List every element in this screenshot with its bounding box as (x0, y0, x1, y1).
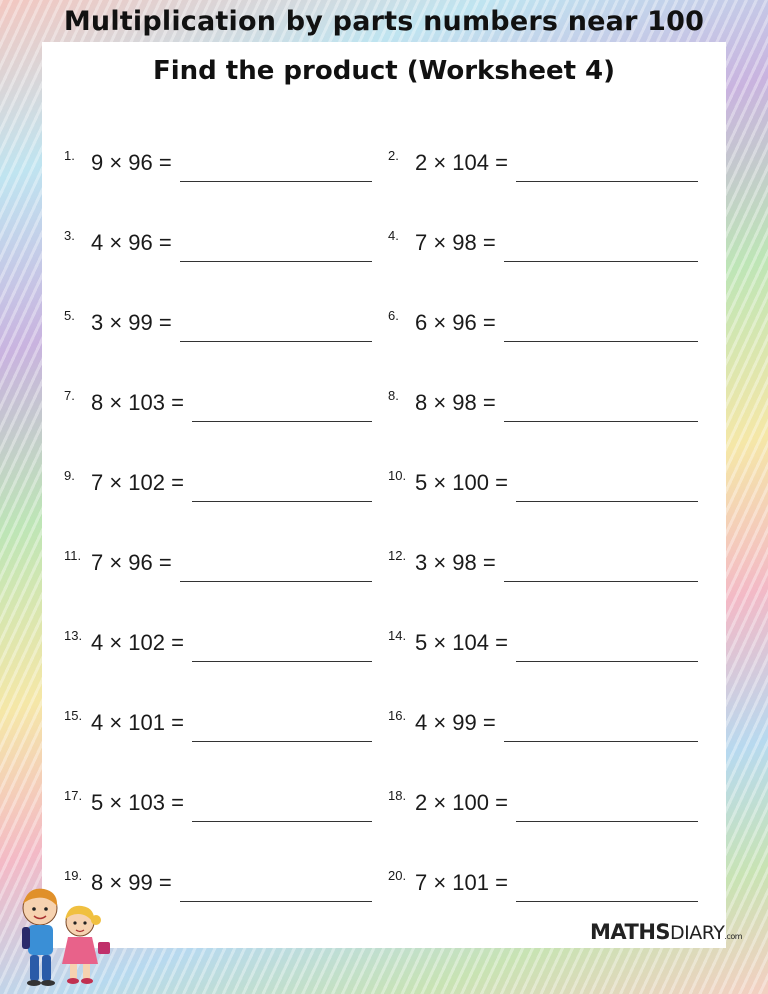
problem-20 (388, 862, 698, 902)
answer-line[interactable] (504, 711, 698, 742)
problem-number: 20. (388, 868, 407, 883)
problem-expression: 4 × 101 = (91, 710, 184, 735)
problem-5 (64, 302, 372, 342)
problem-expression: 8 × 99 = (91, 870, 172, 895)
problem-18 (388, 782, 698, 822)
problem-8 (388, 382, 698, 422)
problem-number: 16. (388, 708, 407, 723)
problem-11 (64, 542, 372, 582)
answer-line[interactable] (180, 151, 372, 182)
problem-3 (64, 222, 372, 262)
logo-light: DIARY (670, 922, 725, 944)
problem-expression: 7 × 96 = (91, 550, 172, 575)
problem-expression: 8 × 103 = (91, 390, 184, 415)
logo-main: MATHS (590, 920, 671, 944)
answer-line[interactable] (516, 791, 698, 822)
problem-17 (64, 782, 372, 822)
problem-number: 3. (64, 228, 75, 243)
problem-number: 8. (388, 388, 399, 403)
worksheet-title: Multiplication by parts numbers near 100 (63, 6, 705, 37)
problem-expression: 4 × 99 = (415, 710, 496, 735)
problem-expression: 8 × 98 = (415, 390, 496, 415)
kids-illustration (8, 880, 118, 990)
problem-1 (64, 142, 372, 182)
problem-expression: 7 × 102 = (91, 470, 184, 495)
answer-line[interactable] (516, 871, 698, 902)
problem-number: 5. (64, 308, 75, 323)
problem-expression: 9 × 96 = (91, 150, 172, 175)
answer-line[interactable] (180, 231, 372, 262)
problem-number: 19. (64, 868, 83, 883)
answer-line[interactable] (516, 471, 698, 502)
problem-number: 6. (388, 308, 399, 323)
answer-line[interactable] (192, 631, 372, 662)
answer-line[interactable] (504, 391, 698, 422)
answer-line[interactable] (516, 631, 698, 662)
problem-number: 11. (64, 548, 82, 563)
problem-6 (388, 302, 698, 342)
problem-number: 2. (388, 148, 399, 163)
problem-number: 7. (64, 388, 75, 403)
problem-number: 12. (388, 548, 407, 563)
problem-expression: 4 × 96 = (91, 230, 172, 255)
problem-expression: 5 × 100 = (415, 470, 508, 495)
answer-line[interactable] (180, 551, 372, 582)
answer-line[interactable] (504, 551, 698, 582)
problem-7 (64, 382, 372, 422)
problem-number: 14. (388, 628, 407, 643)
problem-number: 1. (64, 148, 75, 163)
answer-line[interactable] (504, 311, 698, 342)
problem-expression: 3 × 98 = (415, 550, 496, 575)
problem-expression: 3 × 99 = (91, 310, 172, 335)
answer-line[interactable] (180, 311, 372, 342)
problem-expression: 2 × 100 = (415, 790, 508, 815)
answer-line[interactable] (192, 791, 372, 822)
answer-line[interactable] (192, 711, 372, 742)
problem-expression: 2 × 104 = (415, 150, 508, 175)
answer-line[interactable] (192, 471, 372, 502)
problem-9 (64, 462, 372, 502)
answer-line[interactable] (504, 231, 698, 262)
worksheet-sheet (42, 42, 726, 948)
mathsdiary-logo (590, 920, 742, 944)
problem-4 (388, 222, 698, 262)
problem-15 (64, 702, 372, 742)
problem-number: 13. (64, 628, 83, 643)
problem-number: 15. (64, 708, 83, 723)
problem-number: 18. (388, 788, 407, 803)
problem-13 (64, 622, 372, 662)
worksheet-subtitle: Find the product (Worksheet 4) (152, 56, 616, 86)
problem-2 (388, 142, 698, 182)
problem-expression: 4 × 102 = (91, 630, 184, 655)
logo-suffix: .com (724, 932, 743, 941)
problem-12 (388, 542, 698, 582)
problem-expression: 5 × 104 = (415, 630, 508, 655)
answer-line[interactable] (180, 871, 372, 902)
problem-number: 17. (64, 788, 83, 803)
problem-expression: 7 × 98 = (415, 230, 496, 255)
problem-14 (388, 622, 698, 662)
problem-16 (388, 702, 698, 742)
problem-number: 4. (388, 228, 399, 243)
answer-line[interactable] (192, 391, 372, 422)
problem-expression: 6 × 96 = (415, 310, 496, 335)
problem-10 (388, 462, 698, 502)
problem-number: 10. (388, 468, 407, 483)
problem-expression: 5 × 103 = (91, 790, 184, 815)
problem-expression: 7 × 101 = (415, 870, 508, 895)
problem-number: 9. (64, 468, 75, 483)
answer-line[interactable] (516, 151, 698, 182)
